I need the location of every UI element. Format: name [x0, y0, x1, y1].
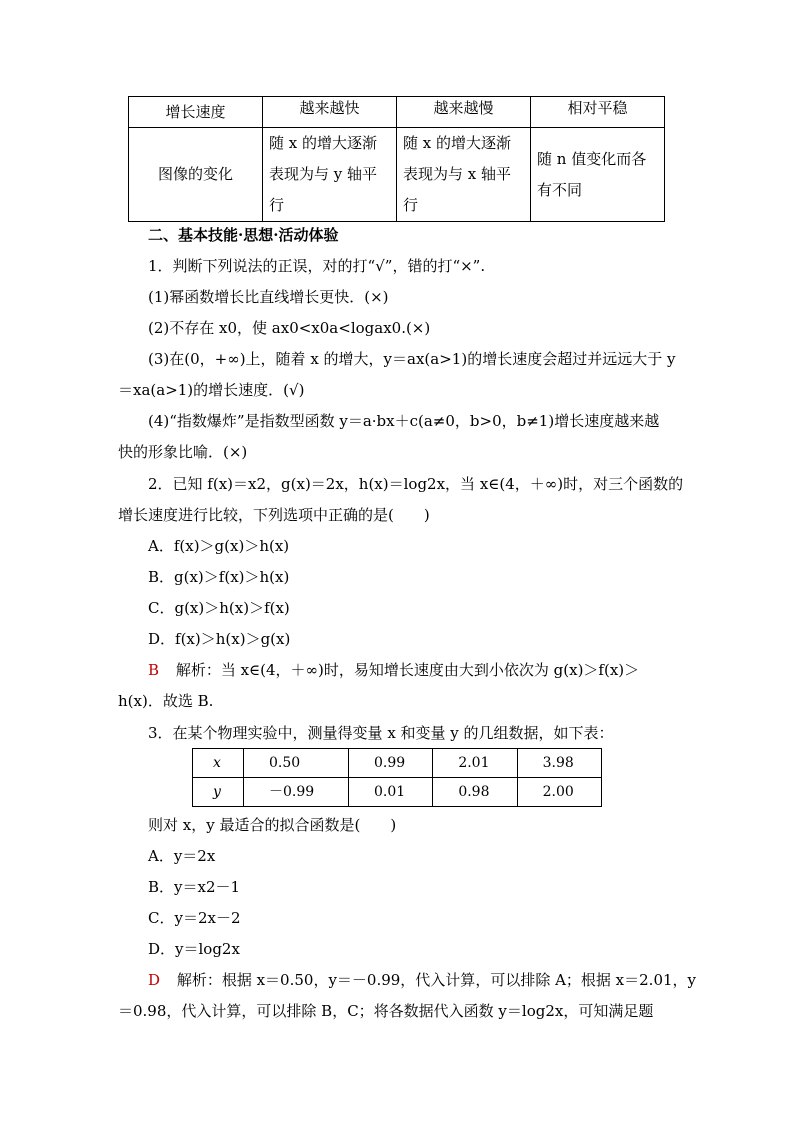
q3-option-c: C．y＝2x－2: [148, 909, 241, 927]
q3-analysis-text: 解析：根据 x＝0.50，y＝－0.99，代入计算，可以排除 A；根据 x＝2.01，y: [176, 971, 697, 989]
table-row-label: 图像的变化: [129, 128, 263, 222]
growth-comparison-table: [128, 96, 665, 222]
q3-stem: 3．在某个物理实验中，测量得变量 x 和变量 y 的几组数据，如下表：: [148, 724, 614, 742]
table-cell: 2.00: [517, 778, 601, 807]
table-cell: 2.01: [433, 749, 517, 778]
q2-analysis-cont: h(x)．故选 B.: [118, 692, 214, 710]
cell-line: 行: [269, 196, 285, 214]
q3-data-table: [192, 748, 602, 807]
table-cell: [531, 128, 665, 222]
q2-option-d: D．f(x)＞h(x)＞g(x): [148, 630, 291, 648]
q2-analysis-text: 解析：当 x∈(4，＋∞)时，易知增长速度由大到小依次为 g(x)＞f(x)＞: [175, 661, 640, 679]
table-row: [193, 778, 602, 807]
table-cell: 0.50: [244, 749, 349, 778]
cell-line: 表现为与 y 轴平: [269, 165, 378, 183]
table-cell: [263, 128, 397, 222]
table-cell: 0.01: [348, 778, 432, 807]
table-cell: －0.99: [244, 778, 349, 807]
q3-option-d: D．y＝log2x: [148, 940, 240, 958]
q2-stem-cont: 增长速度进行比较，下列选项中正确的是( ): [118, 506, 430, 524]
q2-option-a: A．f(x)＞g(x)＞h(x): [148, 537, 290, 555]
q3-option-b: B．y＝x2－1: [148, 878, 241, 896]
q1-statement-4: (4)“指数爆炸”是指数型函数 y＝a·bx＋c(a≠0，b>0，b≠1)增长速度越来越: [148, 412, 660, 430]
q3-answer: D: [148, 971, 161, 989]
q2-stem: 2．已知 f(x)＝x2，g(x)＝2x，h(x)＝log2x，当 x∈(4，＋∞)时，对三个函数的: [148, 475, 684, 493]
q1-statement-2: (2)不存在 x0，使 ax0<x0a<logax0.(×): [148, 319, 431, 337]
q1-statement-4-cont: 快的形象比喻．(×): [118, 443, 248, 461]
table-cell: 0.98: [433, 778, 517, 807]
q2-answer: B: [148, 661, 160, 679]
q3-option-a: A．y＝2x: [148, 847, 216, 865]
table-header-cell: 相对平稳: [531, 97, 665, 128]
table-cell: [397, 128, 531, 222]
table-row: [129, 128, 665, 222]
cell-line: 有不同: [537, 180, 583, 199]
table-cell: 0.99: [348, 749, 432, 778]
table-header-cell: 增长速度: [129, 97, 263, 128]
row-label-x: x: [193, 749, 244, 778]
q3-analysis: [148, 969, 696, 990]
table-header-row: [129, 97, 665, 128]
cell-line: 随 x 的增大逐渐: [403, 134, 511, 152]
q3-question: 则对 x，y 最适合的拟合函数是( ): [148, 816, 397, 834]
q1-statement-3-cont: ＝xa(a>1)的增长速度．(√): [118, 381, 305, 399]
q2-analysis: [148, 659, 639, 680]
table-header-cell: 越来越快: [263, 97, 397, 128]
table-row: [193, 749, 602, 778]
cell-line: 随 x 的增大逐渐: [269, 134, 377, 152]
table-header-cell: 越来越慢: [397, 97, 531, 128]
q1-statement-1: (1)幂函数增长比直线增长更快．(×): [148, 288, 389, 306]
q2-option-b: B．g(x)＞f(x)＞h(x): [148, 568, 290, 586]
cell-line: 表现为与 x 轴平: [403, 165, 511, 183]
cell-line: 行: [403, 196, 419, 214]
q3-analysis-cont: ＝0.98，代入计算，可以排除 B，C；将各数据代入函数 y＝log2x，可知满足题: [118, 1002, 654, 1020]
cell-line: 随 n 值变化而各: [537, 149, 647, 168]
section-title: 二、基本技能·思想·活动体验: [148, 226, 339, 244]
row-label-y: y: [193, 778, 244, 807]
q1-statement-3: (3)在(0，+∞)上，随着 x 的增大，y＝ax(a>1)的增长速度会超过并远远大于 y: [148, 350, 676, 368]
q2-option-c: C．g(x)＞h(x)＞f(x): [148, 599, 290, 617]
q1-stem: 1．判断下列说法的正误，对的打“√”，错的打“×”.: [148, 257, 486, 275]
table-cell: 3.98: [517, 749, 601, 778]
